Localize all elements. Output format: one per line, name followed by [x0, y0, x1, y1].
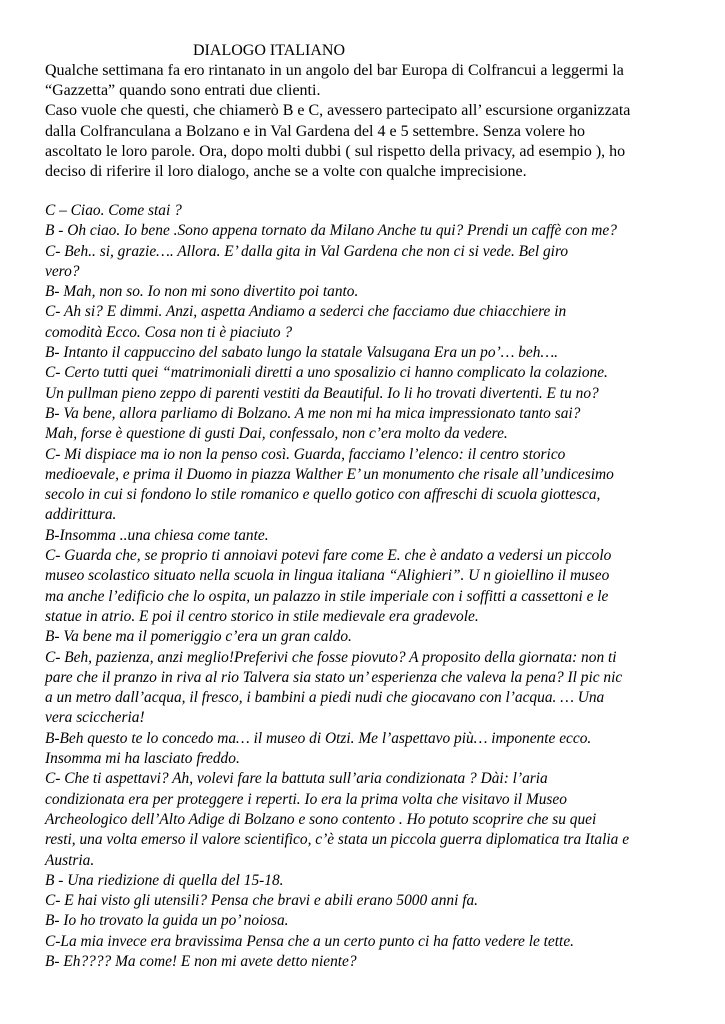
- intro-line: deciso di riferire il loro dialogo, anche se a volte con qualche imprecisione.: [45, 163, 527, 181]
- dialogue-line: vero?: [45, 262, 80, 280]
- document-title: DIALOGO ITALIANO: [193, 42, 346, 59]
- dialogue-line: Mah, forse è questione di gusti Dai, confessalo, non c’era molto da vedere.: [45, 425, 508, 443]
- dialogue-line: C- Certo tutti quei “matrimoniali diretti a uno sposalizio ci hanno complicato la colazione.: [45, 364, 608, 382]
- dialogue-line: condizionata era per proteggere i reperti. Io era la prima volta che visitavo il Museo: [45, 790, 567, 808]
- dialogue-line: statue in atrio. E poi il centro storico in stile medievale era gradevole.: [45, 607, 479, 625]
- dialogue-line: C- Mi dispiace ma io non la penso così. Guarda, facciamo l’elenco: il centro storico: [45, 445, 566, 463]
- dialogue-line: B-Beh questo te lo concedo ma… il museo di Otzi. Me l’aspettavo più… imponente ecco.: [45, 729, 592, 747]
- dialogue-line: Austria.: [45, 851, 95, 869]
- dialogue-line: B- Va bene ma il pomeriggio c’era un gran caldo.: [45, 628, 352, 646]
- intro-line: Caso vuole che questi, che chiamerò B e C, avessero partecipato all’ escursione organizzata: [45, 102, 631, 120]
- dialogue-line: secolo in cui si fondono lo stile romanico e quello gotico con affreschi di scuola giottesca,: [45, 486, 601, 504]
- dialogue-line: C- Ah si? E dimmi. Anzi, aspetta Andiamo a sederci che facciamo due chiacchiere in: [45, 303, 567, 321]
- dialogue-line: C – Ciao. Come stai ?: [45, 202, 182, 219]
- dialogue-line: B- Intanto il cappuccino del sabato lungo la statale Valsugana Era un po’… beh….: [45, 344, 558, 362]
- dialogue-line: addirittura.: [45, 506, 117, 524]
- intro-line: “Gazzetta” quando sono entrati due clienti.: [45, 82, 321, 100]
- dialogue-line: comodità Ecco. Cosa non ti è piaciuto ?: [45, 323, 293, 341]
- dialogue-line: B- Io ho trovato la guida un po’ noiosa.: [45, 912, 289, 930]
- dialogue-text: [45, 201, 715, 972]
- dialogue-line: Insomma mi ha lasciato freddo.: [45, 750, 240, 768]
- intro-paragraph: [45, 61, 715, 182]
- dialogue-line: ma anche l’edificio che lo ospita, un palazzo in stile imperiale con i soffitti a cassettoni e le: [45, 587, 609, 605]
- dialogue-line: B-Insomma ..una chiesa come tante.: [45, 526, 269, 544]
- dialogue-line: C-La mia invece era bravissima Pensa che a un certo punto ci ha fatto vedere le tette.: [45, 932, 574, 950]
- dialogue-line: medioevale, e prima il Duomo in piazza Walther E’ un monumento che risale all’undicesimo: [45, 465, 614, 483]
- intro-line: ascoltato le loro parole. Ora, dopo molti dubbi ( sul rispetto della privacy, ad esempio ), ho: [45, 142, 626, 160]
- dialogue-line: resti, una volta emerso il valore scientifico, c’è stata un piccola guerra diplomatica tra Italia e: [45, 831, 630, 849]
- dialogue-line: vera sciccheria!: [45, 709, 145, 727]
- intro-line: dalla Colfranculana a Bolzano e in Val Gardena del 4 e 5 settembre. Senza volere ho: [45, 122, 585, 140]
- dialogue-line: C- Che ti aspettavi? Ah, volevi fare la battuta sull’aria condizionata ? Dài: l’aria: [45, 770, 548, 788]
- dialogue-line: museo scolastico situato nella scuola in lingua italiana “Alighieri”. U n gioiellino il museo: [45, 567, 610, 585]
- dialogue-line: pare che il pranzo in riva al rio Talvera sia stato un’ esperienza che valeva la pena? Il pic nic: [45, 668, 623, 686]
- dialogue-line: B - Una riedizione di quella del 15-18.: [45, 871, 284, 889]
- dialogue-line: B- Mah, non so. Io non mi sono divertito poi tanto.: [45, 283, 359, 301]
- dialogue-line: C- Guarda che, se proprio ti annoiavi potevi fare come E. che è andato a vedersi un piccolo: [45, 547, 612, 565]
- dialogue-line: C- Beh, pazienza, anzi meglio!Preferivi che fosse piovuto? A proposito della giornata: non ti: [45, 648, 617, 666]
- dialogue-line: B- Va bene, allora parliamo di Bolzano. A me non mi ha mica impressionato tanto sai?: [45, 404, 581, 422]
- dialogue-line: C- Beh.. si, grazie…. Allora. E’ dalla gita in Val Gardena che non ci si vede. Bel giro: [45, 242, 569, 260]
- dialogue-line: a un metro dall’acqua, il fresco, i bambini a piedi nudi che giocavano con l’acqua. … Una: [45, 689, 605, 707]
- dialogue-line: Un pullman pieno zeppo di parenti vestiti da Beautiful. Io li ho trovati divertenti. E tu no?: [45, 384, 599, 402]
- dialogue-line: B - Oh ciao. Io bene .Sono appena tornato da Milano Anche tu qui? Prendi un caffè con me?: [45, 222, 617, 240]
- dialogue-line: Archeologico dell’Alto Adige di Bolzano e sono contento . Ho potuto scoprire che su quei: [45, 810, 597, 828]
- intro-line: Qualche settimana fa ero rintanato in un angolo del bar Europa di Colfrancui a leggermi la: [45, 62, 624, 79]
- dialogue-line: C- E hai visto gli utensili? Pensa che bravi e abili erano 5000 anni fa.: [45, 892, 479, 910]
- dialogue-line: B- Eh???? Ma come! E non mi avete detto niente?: [45, 952, 357, 970]
